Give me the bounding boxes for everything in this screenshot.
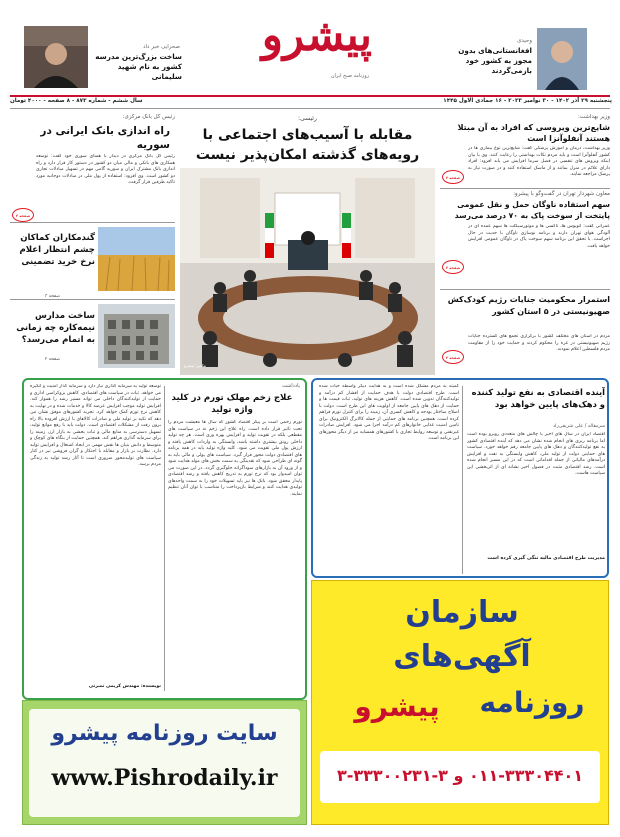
main-story	[180, 113, 435, 375]
column-divider	[462, 386, 463, 574]
masthead	[0, 0, 620, 115]
story-headline[interactable]: سهم استفاده ناوگان حمل و نقل عمومی پایتخت از سوخت پاک به ۷۰ درصد می‌رسد	[454, 200, 610, 220]
story-body: عمرانی گفت: اتوبوس ها، تاکسی ها و موتورسیکلت ها سهم عمده ای در آلودگی هوای تهران دارند و برنامه نوسازی ناوگان با جدیت در حال اجراست. با تحقق این برنامه سهم سوخت پاک در ناوگان عمومی افزایش خواهد یافت.	[468, 224, 610, 249]
page-ref-badge[interactable]	[12, 208, 34, 222]
main-kicker: رئیسی:	[298, 115, 317, 122]
editorial-body-right: تورم زخمی است بر پیکر اقتصاد کشور که سال ها معیشت مردم را تحت تاثیر قرار داده است. راه علاج این زخم نه در سیاست های مقطعی بلکه در تقویت تولید و افزایش بهره وری است. هر چه تولید داخلی رونق بیشتری داشته باشد، وابستگی به واردات کاهش یافته و ارزش پول ملی تقویت می شود. کلید واژه تولید باید در همه برنامه های اقتصادی دولت محور قرار گیرد. سیاست های پولی و مالی باید به گونه ای طراحی شود که نقدینگی به سمت بخش های مولد هدایت شود و از ورود آن به بازارهای سوداگرانه جلوگیری گردد. در این صورت می توان امیدوار بود که نرخ تورم به تدریج کاهش یافته و رشد اقتصادی پایدار محقق شود. بانک ها نیز باید تسهیلات خود را به سمت واحدهای تولیدی هدایت کنند و شرایط بازپرداخت را متناسب با توان آنان تنظیم نمایند.	[168, 420, 302, 497]
photo-credit: عکس: پیشرو	[184, 363, 207, 368]
wheat-field-photo	[98, 227, 175, 291]
issue-line: سال ششم - شماره ۸۷۳ - ۸ صفحه - ۴۰۰۰ تومان	[10, 98, 143, 104]
date-line: پنجشنبه ۲۹ آذر ۱۴۰۲ - ۳۰ نوامبر ۲۰۲۳ - ۱۶ جمادی الاول ۱۴۴۵	[443, 98, 612, 104]
story-headline[interactable]: ساخت مدارس نیمه‌کاره چه زمانی به اتمام می‌رسد؟	[16, 311, 95, 345]
story-headline[interactable]: استمرار محکومیت جنایات رژیم کودک‌کش صهیونیستی در ۵ استان کشور	[447, 295, 610, 316]
school-building-photo	[98, 304, 175, 368]
story-body: وزیر بهداشت، درمان و آموزش پزشکی گفت: شایع‌ترین نوع بیماری ها در کشور آنفلوآنزا است و باید مردم نکات بهداشتی را رعایت کنند. وی با بیان اینکه ویروس های تنفسی در فصل سرما افزایش می یابد افزود: افراد دارای علائم در منزل بمانند و از ماسک استفاده کنند و در صورت نیاز به پزشک مراجعه نمایند.	[468, 146, 610, 177]
editorial-kicker: یادداشت	[282, 383, 300, 389]
agency-ad-phone-box	[320, 751, 600, 803]
page-ref-badge[interactable]	[442, 260, 464, 274]
story-kicker: معاون شهردار تهران در گفت‌وگو با پیشرو:	[513, 191, 610, 197]
education-official-photo	[24, 26, 88, 88]
analysis-subhead: مدیریت طرح اقتصادی مالیه تنگی گیری کرده است	[487, 556, 605, 561]
agency-ad-line1: سازمان	[405, 595, 519, 630]
story-headline[interactable]: راه اندازی بانک ایرانی در سوریه	[40, 125, 170, 151]
story-divider	[440, 289, 610, 290]
analysis-kicker: سرمقاله / علی شریفی‌راد	[552, 424, 605, 429]
story-divider	[10, 222, 175, 223]
analysis-frame	[311, 378, 609, 578]
page-ref-label: صفحه ۲	[446, 266, 460, 270]
agency-ad-line2: آگهی‌های	[393, 639, 531, 674]
wheat-graphic	[98, 227, 175, 291]
page-ref-text[interactable]: صفحه ۳	[44, 294, 61, 299]
building-graphic	[98, 304, 175, 368]
page-ref-badge[interactable]	[442, 350, 464, 364]
agency-ad[interactable]	[311, 580, 609, 825]
agency-ad-line3: روزنامه	[479, 686, 585, 719]
top-right-teaser-kicker: وحیدی	[517, 38, 532, 44]
cabinet-meeting-photo	[180, 168, 435, 375]
editorial-author: نویسنده: مهندس کریمی نصرتی	[88, 684, 161, 689]
website-ad[interactable]	[22, 700, 307, 825]
masthead-divider	[10, 95, 610, 97]
editorial-headline[interactable]: علاج زخم مهلک تورم در کلید واژه تولید	[171, 393, 293, 415]
masthead-divider-2	[10, 108, 610, 109]
editorial-frame	[22, 378, 307, 700]
portrait-graphic	[24, 26, 88, 88]
story-headline[interactable]: گندمکاران کماکان چشم انتظار اعلام نرخ خرید تضمینی	[19, 233, 95, 267]
page-ref-label: صفحه ۳	[16, 214, 30, 218]
analysis-headline[interactable]: آینده اقتصادی به نفع تولید کننده و دهک‌های پایین خواهد بود	[471, 387, 605, 409]
story-body: مردم در استان های مختلف کشور با برگزاری تجمع های گسترده جنایات رژیم صهیونیستی در غزه را محکوم کردند و حمایت خود را از مقاومت مردم فلسطین اعلام نمودند.	[468, 334, 610, 352]
story-kicker: رئیس کل بانک مرکزی:	[122, 114, 175, 120]
agency-ad-phone[interactable]: ۰۱۱-۳۳۳۰۴۴۰۱ و ۳-۳۳۳۰۰۲۳۱-۳	[336, 766, 584, 785]
portrait-graphic	[537, 28, 587, 90]
analysis-body-left: کمیته به مردم مشکل شده است و به هدایت دیگر واسطه حیات شده است. طرح اقتصادی دولت با هدف حمایت از اقشار کم درآمد و تولیدکنندگان تدوین شده است. کاهش هزینه های تولید، ثبات قیمت ها و حمایت از دهک های پایین جامعه از اولویت های این طرح است. دولت با اصلاح ساختار بودجه و کاهش کسری آن، زمینه را برای کنترل تورم فراهم کرده است. همچنین برنامه های حمایتی از جمله کالابرگ الکترونیک برای تامین امنیت غذایی خانوارهای کم درآمد اجرا می شود. افزایش صادرات غیرنفتی و توسعه روابط تجاری با کشورهای همسایه نیز از دیگر محورهای این برنامه است.	[319, 384, 459, 441]
story-headline[interactable]: شایع‌ترین ویروسی که افراد به آن مبتلا هستند آنفلوآنزا است	[457, 123, 610, 143]
left-column	[10, 112, 175, 375]
page-ref-badge[interactable]	[442, 170, 464, 184]
column-divider	[164, 386, 165, 691]
story-kicker: وزیر بهداشت:	[578, 114, 610, 120]
website-ad-title: سایت روزنامه پیشرو	[51, 721, 278, 746]
newspaper-slogan: روزنامه صبح ایران	[330, 73, 370, 79]
website-ad-inner	[29, 709, 300, 817]
main-headline[interactable]: مقابله با آسیب‌های اجتماعی با رویه‌های گذشته امکان‌پذیر نیست	[195, 127, 420, 163]
minister-photo	[537, 28, 587, 90]
agency-ad-brand: پیشرو	[354, 690, 440, 723]
page-ref-label: صفحه ۲	[446, 176, 460, 180]
story-divider	[440, 188, 610, 189]
top-right-teaser-headline[interactable]: افغانستانی‌های بدون مجوز به کشور خود بازمی‌گردند	[458, 46, 532, 75]
website-ad-url[interactable]: www.Pishrodaily.ir	[51, 765, 278, 791]
story-divider	[10, 299, 175, 300]
editorial-body-left: توسعه تولید به سرمایه گذاری نیاز دارد و سرمایه گذار امنیت و انگیزه می خواهد. ثبات در سیاست های اقتصادی، کاهش بروکراسی اداری و حمایت از تولیدکنندگان داخلی می تواند مسیر رشد را هموار کند. افزایش تولید موجب افزایش عرضه کالا و خدمات شده و در نهایت به کاهش نرخ تورم کمک خواهد کرد. تجربه کشورهای موفق نشان می دهد که تکیه بر تولید ملی و صادرات کالاهای با ارزش افزوده بالا راه برون رفت از مشکلات اقتصادی است. دولت باید با رفع موانع تولید، تسهیل دسترسی به منابع مالی و ثبات بخشی به بازار ارز، زمینه را برای سرمایه گذاری فراهم کند. همچنین حمایت از بنگاه های کوچک و متوسط و دانش بنیان ها نقش مهمی در ایجاد اشتغال و افزایش تولید دارد. نظارت بر بازار و مقابله با احتکار و گران فروشی نیز در کنار سیاست های تولیدمحور ضروری است تا آثار رشد تولید به زندگی مردم برسد.	[30, 384, 161, 467]
story-body: رئیس کل بانک مرکزی در دیدار با همتای سوری خود گفت: توسعه همکاری های بانکی و مالی میان دو کشور در دستور کار قرار دارد و راه اندازی بانک مشترک ایران و سوریه گامی مهم در تسهیل مبادلات تجاری دو کشور است. وی افزود: استفاده از پول ملی در مبادلات دوجانبه مورد تاکید طرفین قرار گرفت.	[36, 154, 175, 185]
top-left-teaser-headline[interactable]: ساخت بزرگ‌ترین مدرسه کشور به نام شهید سلیمانی	[95, 52, 182, 81]
top-left-teaser-kicker: صحرایی خبر داد	[143, 44, 180, 50]
page-ref-label: صفحه ۲	[446, 356, 460, 360]
page-ref-text[interactable]: صفحه ۲	[44, 357, 61, 362]
right-column	[440, 112, 610, 375]
meeting-graphic	[180, 168, 435, 375]
analysis-body-right: اقتصاد ایران در سال های اخیر با چالش های متعددی روبرو بوده است اما برنامه ریزی های انجام شده نشان می دهد که آینده اقتصادی کشور به نفع تولیدکنندگان و دهک های پایین جامعه رقم خواهد خورد. سیاست های حمایتی دولت از تولید ملی، کاهش وابستگی به نفت و افزایش درآمدهای مالیاتی از جمله اقداماتی است که در این مسیر انجام شده است. رشد اقتصادی مثبت در فصول اخیر نشانه ای از اثربخشی این سیاست هاست.	[467, 432, 605, 476]
newspaper-logo[interactable]: پیشرو	[261, 10, 372, 61]
